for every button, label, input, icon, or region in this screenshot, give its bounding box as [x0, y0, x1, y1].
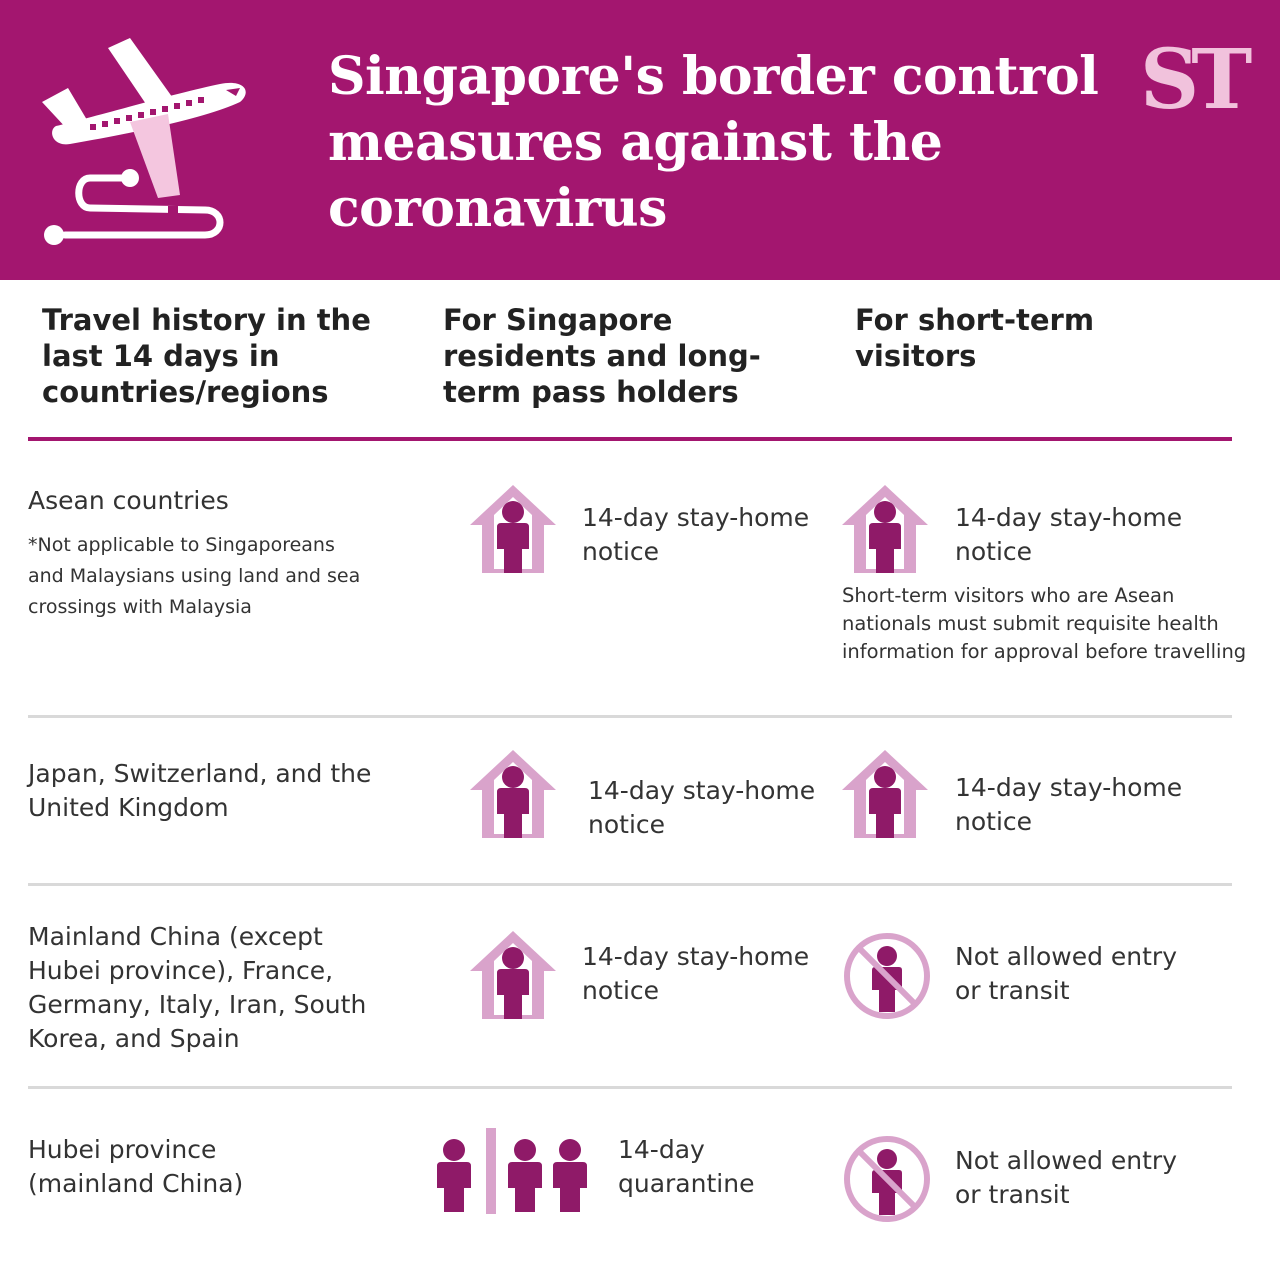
row-label-japan: Japan, Switzerland, and the United Kingdom	[28, 759, 372, 822]
row1-visitors-note: Short-term visitors who are Asean nationals must submit requisite health information for approval before travelling	[842, 584, 1247, 663]
row-divider	[28, 1086, 1232, 1089]
airplane-icon	[30, 30, 270, 260]
header-banner	[0, 0, 1280, 280]
house-person-icon	[470, 931, 556, 1021]
row3-visitors-measure: Not allowed entry or transit	[955, 942, 1177, 1005]
row-label-hubei: Hubei province (mainland China)	[28, 1135, 244, 1198]
row2-visitors-measure: 14-day stay-home notice	[955, 773, 1183, 836]
no-entry-icon	[843, 1135, 931, 1223]
row-divider	[28, 715, 1232, 718]
row4-residents-measure: 14-day quarantine	[618, 1135, 755, 1198]
st-logo	[1140, 24, 1260, 120]
row-divider	[28, 883, 1232, 886]
row-label-asean: Asean countries	[28, 486, 229, 515]
house-person-icon	[842, 750, 928, 840]
row-label-mainland-china: Mainland China (except Hubei province), France, Germany, Italy, Iran, South Korea, and Spain	[28, 922, 367, 1053]
row-footnote-asean: *Not applicable to Singaporeans and Malaysians using land and sea crossings with Malaysia	[28, 534, 361, 618]
header-divider	[28, 437, 1232, 441]
column-heading-residents: For Singapore residents and long-term pass holders	[443, 303, 761, 409]
house-person-icon	[470, 750, 556, 840]
row4-visitors-measure: Not allowed entry or transit	[955, 1146, 1177, 1209]
row2-residents-measure: 14-day stay-home notice	[588, 776, 816, 839]
row1-residents-measure: 14-day stay-home notice	[582, 503, 810, 566]
house-person-icon	[470, 485, 556, 575]
no-entry-icon	[843, 932, 931, 1020]
svg-text:ST: ST	[1140, 32, 1245, 120]
column-heading-visitors: For short-term visitors	[855, 303, 1095, 373]
column-heading-travel-history: Travel history in the last 14 days in countries/regions	[42, 303, 371, 409]
page-title: Singapore's border control measures against the coronavirus	[328, 46, 1099, 239]
house-person-icon	[842, 485, 928, 575]
row3-residents-measure: 14-day stay-home notice	[582, 942, 810, 1005]
quarantine-icon	[434, 1128, 594, 1214]
row1-visitors-measure: 14-day stay-home notice	[955, 503, 1183, 566]
